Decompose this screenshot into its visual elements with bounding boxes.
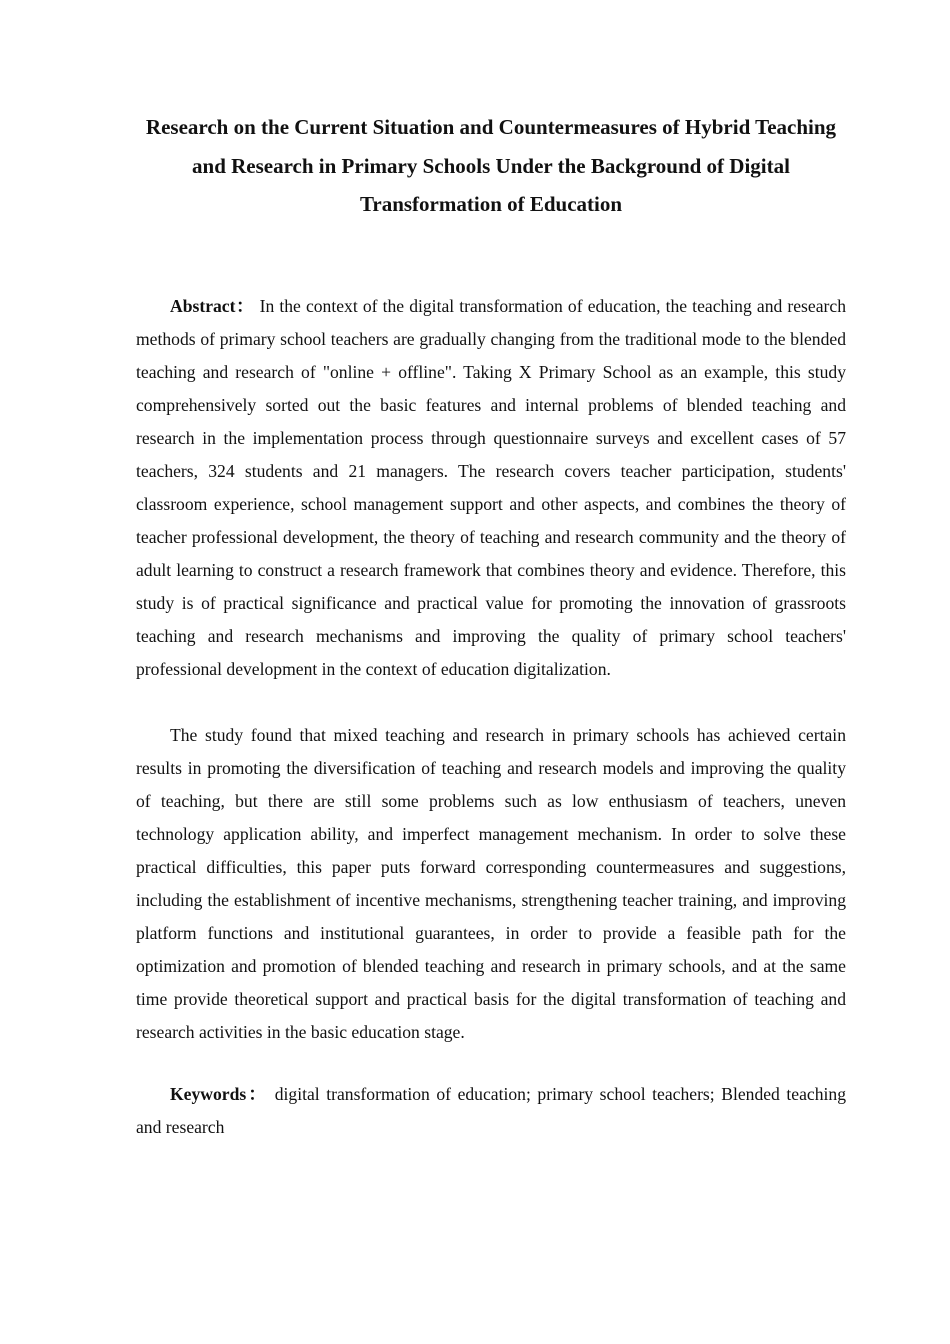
paper-title: Research on the Current Situation and Countermeasures of Hybrid Teaching and Research in Primary Schools Under the Background of Digital Transformation of Education — [145, 115, 837, 216]
abstract-paragraph — [136, 290, 846, 686]
keywords-text: digital transformation of education; primary school teachers; Blended teaching and research — [136, 1084, 847, 1137]
abstract-label: Abstract： — [170, 296, 255, 316]
keywords-paragraph — [136, 1078, 846, 1144]
abstract-text: In the context of the digital transformation of education, the teaching and research methods of primary school teachers are gradually changing from the traditional mode to the blended teaching and research of "online + offline". Taking X Primary School as an example, this study comprehensively sorted out the basic features and internal problems of blended teaching and research in the implementation process through questionnaire surveys and excellent cases of 57 teachers, 324 students and 21 managers. The research covers teacher participation, students' classroom experience, school management support and other aspects, and combines the theory of teacher professional development, the theory of teaching and research community and the theory of adult learning to construct a research framework that combines theory and evidence. Therefore, this study is of practical significance and practical value for promoting the innovation of grassroots teaching and research mechanisms and improving the quality of primary school teachers' professional development in the context of education digitalization. — [136, 296, 846, 679]
keywords-label: Keywords： — [170, 1084, 269, 1104]
findings-paragraph: The study found that mixed teaching and research in primary schools has achieved certain results in promoting the diversification of teaching and research models and improving the quality of teaching, but there are still some problems such as low enthusiasm of teachers, uneven technology application ability, and imperfect management mechanism. In order to solve these practical difficulties, this paper puts forward corresponding countermeasures and suggestions, including the establishment of incentive mechanisms, strengthening teacher training, and improving platform functions and institutional guarantees, in order to provide a feasible path for the optimization and promotion of blended teaching and research in primary schools, and at the same time provide theoretical support and practical basis for the digital transformation of teaching and research activities in the basic education stage. — [136, 725, 846, 1042]
